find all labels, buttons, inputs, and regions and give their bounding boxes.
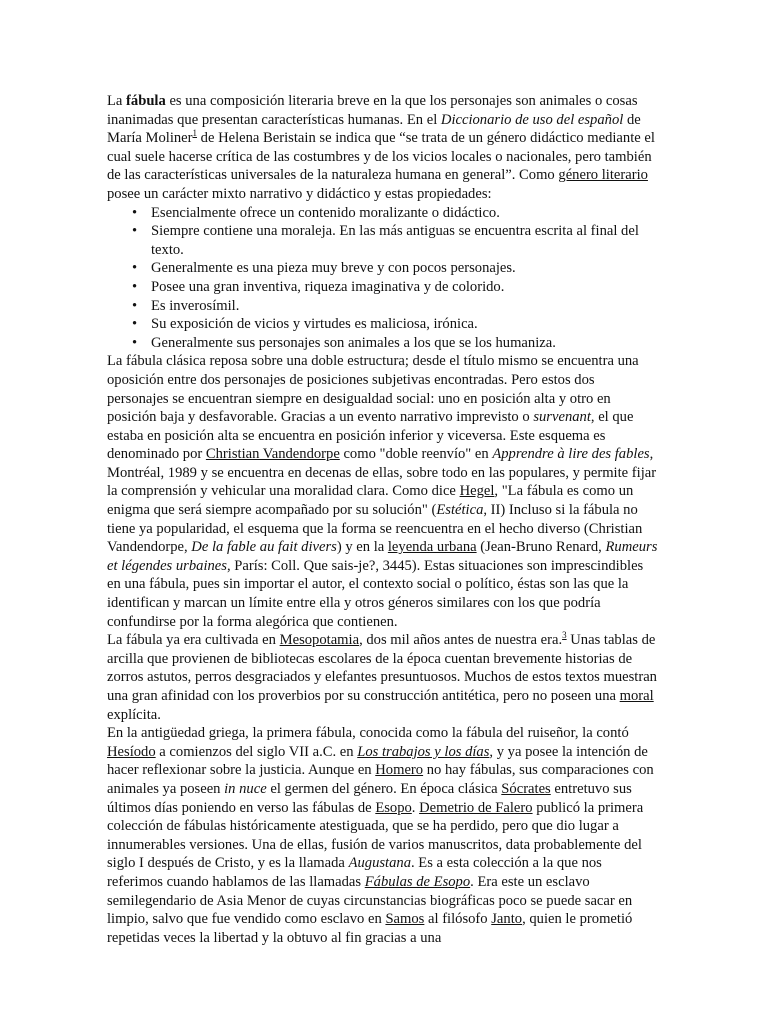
mesopotamia-paragraph	[107, 631, 659, 724]
text-run: . Era este un esclavo semilegendario de Asia Menor de cuyas circunstancias biográficas poco se puede sacar en limpio, salvo que fue vendido como esclavo en	[107, 873, 633, 928]
book-title: Rumeurs et légendes urbaines	[107, 539, 658, 574]
text-run: , "La fábula es como un enigma que será siempre acompañado por su solución" (	[107, 483, 634, 519]
list-item: • Generalmente es una pieza muy breve y con pocos personajes.	[107, 259, 659, 278]
text-run: , el que estaba en posición alta se encuentra en posición inferior y viceversa. Este esquema es denominado por	[107, 409, 634, 463]
text-run: . Es a esta colección a la que nos referimos cuando hablamos de las llamadas	[107, 855, 602, 890]
text-run: , II) Incluso si la fábula no tiene ya popularidad, el esquema que la forma se reencuentra en el hecho diverso (Christian Vandendorpe,	[107, 502, 643, 556]
link-christian-vandendorpe[interactable]: Christian Vandendorpe	[205, 446, 340, 463]
book-title: Estética	[436, 502, 484, 519]
link-moral[interactable]: moral	[619, 688, 654, 704]
text-run: , Montréal, 1989 y se encuentra en decenas de ellas, sobre todo en las populares, y permite fijar la comprensión y vehicular una moralidad clara. Como dice	[107, 446, 657, 500]
list-item: • Su exposición de vicios y virtudes es maliciosa, irónica.	[107, 315, 659, 334]
text-run: de María Moliner	[107, 111, 641, 147]
link-janto[interactable]: Janto	[491, 911, 523, 928]
text-run: La fábula clásica reposa sobre una doble estructura; desde el título mismo se encuentra una oposición entre dos personajes de posiciones subjetivas encontradas. Pero estos dos personajes se encuentran siempre en desigualdad social: uno en posición alta y otro en posición baja y desfavorable. Gracias a un evento narrativo imprevisto o	[107, 353, 639, 426]
term-fabula: fábula	[126, 93, 166, 109]
list-item: • Generalmente sus personajes son animales a los que se los humaniza.	[107, 334, 659, 353]
text-run: , París: Coll. Que sais-je?, 3445). Estas situaciones son imprescindibles en una fábula, pues sin importar el autor, el contexto social o político, éstas son las que la identifican y marcan un límite entre ella y otros géneros similares con los que podría confundirse por la forma alegórica que contienen.	[107, 557, 644, 630]
text-run: es una composición literaria breve en la que los personajes son animales o cosas inanimadas que presentan características humanas. En el	[107, 93, 638, 128]
book-title: Diccionario de uso del español	[440, 111, 624, 128]
properties-list	[107, 204, 659, 353]
list-item: • Es inverosímil.	[107, 297, 659, 316]
link-leyenda-urbana[interactable]: leyenda urbana	[387, 539, 477, 556]
link-samos[interactable]: Samos	[385, 911, 425, 928]
term-survenant: survenant	[533, 409, 591, 426]
link-hegel[interactable]: Hegel	[459, 483, 495, 500]
text-run: como "doble reenvío" en	[339, 446, 493, 463]
term-in-nuce: in nuce	[224, 780, 267, 797]
text-run: publicó la primera colección de fábulas históricamente atestiguada, que se ha perdido, pero que dio lugar a innumerables versiones. Una de ellas, fusión de varios manuscritos, data probablemente del siglo I después de Cristo, y es la llamada	[107, 799, 644, 872]
link-genero-literario[interactable]: género literario	[558, 167, 648, 184]
link-esopo[interactable]: Esopo	[375, 799, 412, 816]
text-run: .	[411, 799, 420, 816]
link-los-trabajos-y-los-dias[interactable]: Los trabajos y los días	[357, 743, 490, 760]
text-run: , y ya posee la intención de hacer reflexionar sobre la justicia. Aunque en	[107, 743, 648, 779]
text-run: entretuvo sus últimos días poniendo en verso las fábulas de	[107, 780, 632, 816]
link-homero[interactable]: Homero	[375, 762, 424, 779]
text-run: ) y en la	[336, 539, 388, 556]
footnote-link-3[interactable]: 3	[562, 630, 567, 641]
link-hesiodo[interactable]: Hesíodo	[107, 743, 156, 760]
text-run: no hay fábulas, sus comparaciones con animales ya poseen	[107, 762, 654, 797]
intro-paragraph	[107, 92, 659, 204]
link-fabulas-de-esopo[interactable]: Fábulas de Esopo	[364, 873, 471, 890]
link-demetrio-de-falero[interactable]: Demetrio de Falero	[419, 799, 533, 816]
text-run: a comienzos del siglo VII a.C. en	[155, 743, 358, 760]
text-run: al filósofo	[424, 911, 492, 928]
text-run: La fábula ya era cultivada en	[107, 632, 280, 649]
greek-antiquity-paragraph	[107, 724, 659, 947]
text-run: , dos mil años antes de nuestra era.	[359, 632, 563, 649]
link-mesopotamia[interactable]: Mesopotamia	[279, 632, 360, 649]
footnote-link-1[interactable]: 1	[192, 128, 198, 139]
text-run: explícita.	[107, 706, 161, 723]
text-run: Unas tablas de arcilla que provienen de bibliotecas escolares de la época cuentan brevemente historias de zorros astutos, perros desgraciados y elefantes presuntuosos. Muchos de estos textos muestran una gran afinidad con los proverbios por su construcción antitética, pero no poseen una	[107, 632, 657, 704]
list-item: • Esencialmente ofrece un contenido moralizante o didáctico.	[107, 204, 659, 223]
text-run: , quien le prometió repetidas veces la libertad y la obtuvo al fin gracias a una	[107, 911, 633, 946]
document-page	[107, 92, 659, 947]
text-run: (Jean-Bruno Renard,	[476, 539, 606, 556]
term-augustana: Augustana	[348, 855, 411, 872]
text-run: En la antigüedad griega, la primera fábula, conocida como la fábula del ruiseñor, la contó	[107, 725, 629, 742]
book-title: Apprendre à lire des fables	[492, 446, 650, 463]
list-item: • Siempre contiene una moraleja. En las más antiguas se encuentra escrita al final del texto.	[107, 222, 659, 259]
link-socrates[interactable]: Sócrates	[501, 780, 551, 797]
structure-paragraph	[107, 352, 659, 631]
text-run: de Helena Beristain se indica que “se trata de un género didáctico mediante el cual suele hacerse crítica de las costumbres y de los vicios locales o nacionales, pero también de las características universales de la naturaleza humana en general”. Como	[107, 130, 655, 184]
text-run: posee un carácter mixto narrativo y didáctico y estas propiedades:	[107, 185, 492, 202]
text-run: el germen del género. En época clásica	[266, 780, 502, 797]
text-run: La	[107, 93, 127, 109]
book-title: De la fable au fait divers	[191, 539, 337, 556]
list-item: • Posee una gran inventiva, riqueza imaginativa y de colorido.	[107, 278, 659, 297]
